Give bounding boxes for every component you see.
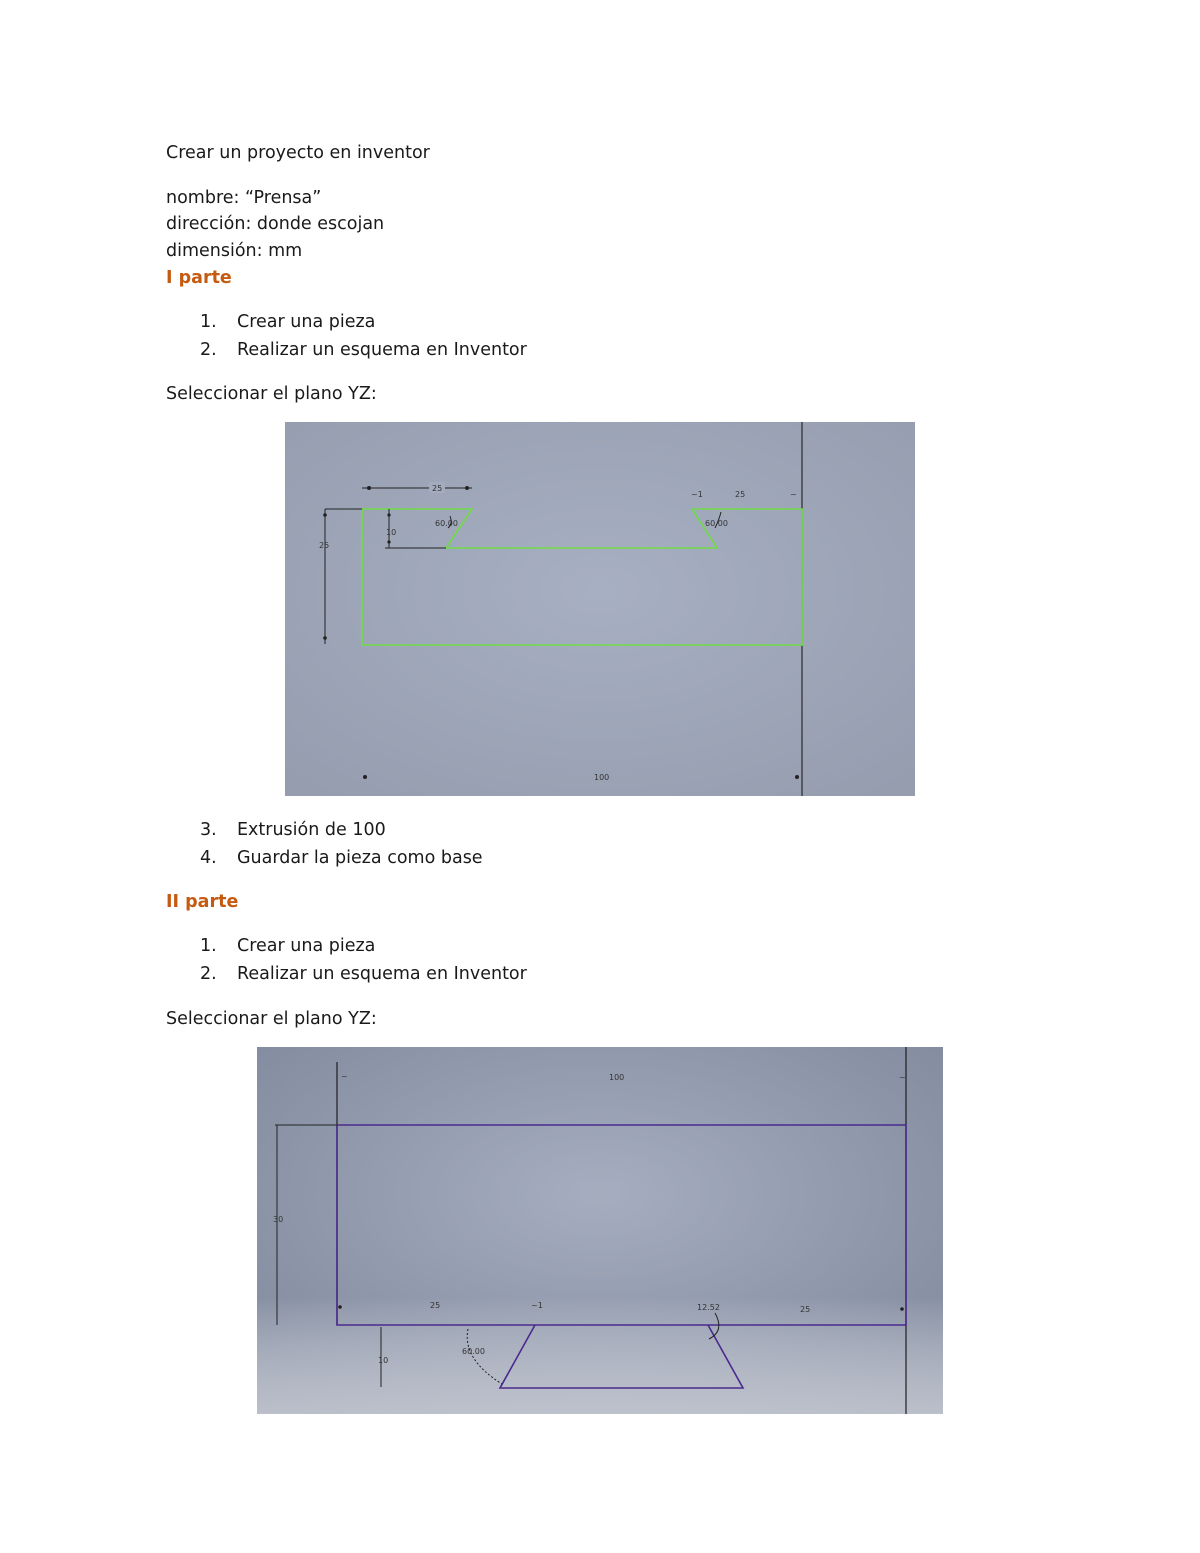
- sketch-figure-2: [257, 1047, 943, 1414]
- dim-bottom-left-label: 25: [430, 1301, 441, 1310]
- document-title: Crear un proyecto en inventor: [166, 143, 430, 163]
- list-item-text: Crear una pieza: [237, 312, 376, 332]
- part2-select-plane: Seleccionar el plano YZ:: [166, 1009, 377, 1029]
- svg-text:~1: ~1: [531, 1301, 543, 1310]
- dim-top-right-start: ~1: [691, 490, 703, 499]
- dim-top-right-end: ~: [790, 490, 797, 499]
- dim-top-width-label: 100: [609, 1073, 625, 1082]
- part1-heading: I parte: [166, 268, 232, 288]
- angle-left-label: 60.00: [462, 1347, 485, 1356]
- dim-notch-depth-label: 10: [378, 1356, 389, 1365]
- dim-left-height-label: 25: [319, 541, 330, 550]
- list-item-number: 2.: [200, 340, 217, 360]
- list-item-text: Realizar un esquema en Inventor: [237, 964, 527, 984]
- project-direction-line: dirección: donde escojan: [166, 214, 385, 234]
- dim-bottom-width-label: 100: [594, 773, 610, 782]
- sketch-background: [285, 422, 915, 796]
- list-item-text: Crear una pieza: [237, 936, 376, 956]
- dim-bottom-right-label: 25: [800, 1305, 811, 1314]
- svg-text:~: ~: [899, 1073, 906, 1082]
- list-item-text: Realizar un esquema en Inventor: [237, 340, 527, 360]
- list-item-number: 3.: [200, 820, 217, 840]
- dim-top-right-label: 25: [735, 490, 746, 499]
- list-item-text: Extrusión de 100: [237, 820, 386, 840]
- dim-notch-depth-label: 10: [386, 528, 397, 537]
- dim-notch-middle-label: 12.52: [697, 1303, 720, 1312]
- angle-right-label: 60.00: [705, 519, 728, 528]
- list-item-text: Guardar la pieza como base: [237, 848, 483, 868]
- dim-top-left-label: 25: [432, 484, 443, 493]
- list-item-number: 1.: [200, 936, 217, 956]
- part2-heading: II parte: [166, 892, 239, 912]
- list-item-number: 1.: [200, 312, 217, 332]
- part1-select-plane: Seleccionar el plano YZ:: [166, 384, 377, 404]
- svg-text:~: ~: [341, 1072, 348, 1081]
- dim-left-height-label: 30: [273, 1215, 284, 1224]
- list-item-number: 4.: [200, 848, 217, 868]
- project-name-line: nombre: “Prensa”: [166, 188, 322, 208]
- sketch-figure-1: [285, 422, 915, 796]
- angle-left-label: 60.00: [435, 519, 458, 528]
- project-dimension-line: dimensión: mm: [166, 241, 303, 261]
- list-item-number: 2.: [200, 964, 217, 984]
